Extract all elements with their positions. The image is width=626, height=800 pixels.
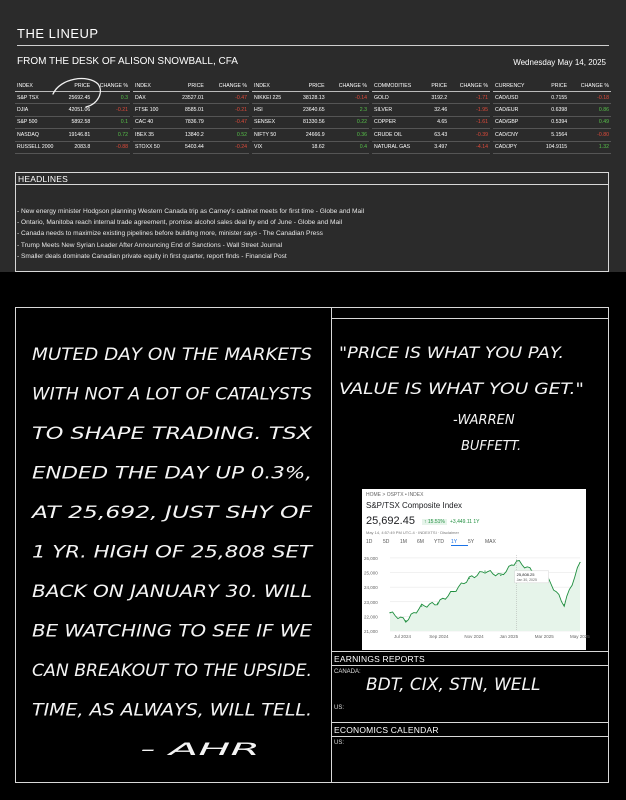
instrument-name: S&P 500: [15, 116, 62, 128]
commentary-line: CAN BREAKOUT TO THE UPSIDE.: [32, 661, 312, 681]
instrument-change: 0.22: [327, 116, 369, 128]
instrument-change: -0.21: [206, 104, 249, 116]
quote-line: "PRICE IS WHAT YOU PAY.: [339, 343, 564, 362]
earnings-canada-tickers: [360, 670, 600, 698]
market-row: [252, 129, 369, 141]
instrument-name: NASDAQ: [15, 129, 62, 141]
instrument-change: 0.49: [569, 116, 611, 128]
range-tab-5d[interactable]: 5D: [383, 539, 390, 545]
y-tick-label: 24,000: [364, 585, 378, 591]
instrument-change: -4.14: [449, 141, 490, 153]
headline-item[interactable]: - Trump Meets New Syrian Leader After Announcing End of Sanctions - Wall Street Journal: [17, 241, 283, 249]
data-point: [437, 603, 438, 604]
instrument-price: 19146.81: [62, 129, 92, 141]
commentary-line: - AHR: [140, 740, 260, 760]
commentary-line: TIME, AS ALWAYS, WILL TELL.: [32, 700, 312, 721]
instrument-name: NATURAL GAS: [372, 141, 424, 153]
handwritten-quote: [333, 322, 607, 472]
market-row: [372, 141, 490, 153]
economics-top-rule: [331, 722, 609, 723]
data-point: [389, 612, 390, 613]
market-table-1: [133, 82, 249, 154]
chart-range-tabs: [366, 539, 502, 546]
economics-us-label: US:: [334, 740, 345, 746]
instrument-change: -0.21: [92, 104, 130, 116]
range-tab-max[interactable]: MAX: [485, 539, 496, 545]
instrument-price: 32.46: [424, 104, 449, 116]
instrument-name: SILVER: [372, 104, 424, 116]
instrument-name: CAD/EUR: [493, 104, 536, 116]
earnings-label: EARNINGS REPORTS: [334, 654, 425, 664]
economics-header-rule: [331, 736, 609, 737]
commentary-line: ENDED THE DAY UP 0.3%,: [32, 463, 312, 484]
chart-meta: May 14, 4:57:49 PM UTC-4 · INDEXTSI · Disclaimer: [366, 530, 459, 535]
headlines-header: [15, 172, 609, 185]
instrument-name: S&P TSX: [15, 92, 62, 104]
earnings-us-label: US:: [334, 705, 345, 711]
instrument-name: HSI: [252, 104, 293, 116]
market-row: [15, 141, 130, 153]
instrument-change: 0.1: [92, 116, 130, 128]
economics-label: ECONOMICS CALENDAR: [334, 725, 439, 735]
instrument-price: 5892.58: [62, 116, 92, 128]
range-tab-1m[interactable]: 1M: [400, 539, 407, 545]
chart-price: 25,692.45: [366, 515, 415, 527]
instrument-change: -0.80: [569, 129, 611, 141]
instrument-name: IBEX 35: [133, 129, 171, 141]
instrument-name: CAD/JPY: [493, 141, 536, 153]
instrument-name: CAC 40: [133, 116, 171, 128]
data-point: [421, 606, 422, 607]
column-header: CURRENCY: [493, 82, 536, 92]
x-tick-label: Sep 2024: [429, 634, 449, 639]
instrument-price: 8585.01: [171, 104, 205, 116]
headline-item[interactable]: - Canada needs to maximize existing pipelines before building more, minister says - The Canadian Press: [17, 230, 323, 238]
instrument-price: 42051.06: [62, 104, 92, 116]
column-header: PRICE: [62, 82, 92, 92]
tooltip-date: Jan 30, 2025: [516, 577, 537, 582]
chart-breadcrumb: HOME > OSPTX • INDEX: [366, 492, 424, 498]
instrument-name: CAD/GBP: [493, 116, 536, 128]
instrument-change: -1.71: [449, 92, 490, 104]
instrument-change: 0.52: [206, 129, 249, 141]
column-header: CHANGE %: [92, 82, 130, 92]
instrument-change: 0.86: [569, 104, 611, 116]
range-tab-ytd[interactable]: YTD: [434, 539, 444, 545]
y-tick-label: 25,000: [364, 570, 378, 576]
data-point: [579, 562, 580, 563]
column-header: PRICE: [171, 82, 205, 92]
commentary-line: BACK ON JANUARY 30. WILL: [32, 582, 312, 602]
page-title: THE LINEUP: [17, 26, 99, 41]
data-point: [564, 604, 565, 605]
market-row: [133, 141, 249, 153]
instrument-name: VIX: [252, 141, 293, 153]
instrument-name: DAX: [133, 92, 171, 104]
column-header: COMMODITIES: [372, 82, 424, 92]
market-table-2: [252, 82, 369, 154]
market-row: [493, 92, 611, 104]
headline-item[interactable]: - Smaller deals dominate Canadian private equity in first quarter, report finds - Financial Post: [17, 252, 287, 260]
market-row: [493, 141, 611, 153]
instrument-name: FTSE 100: [133, 104, 171, 116]
instrument-change: 0.36: [327, 129, 369, 141]
market-row: [133, 104, 249, 116]
market-row: [493, 116, 611, 128]
instrument-change: -0.18: [569, 92, 611, 104]
data-point: [405, 620, 406, 621]
commentary-line: AT 25,692, JUST SHY OF: [30, 503, 313, 523]
column-header: PRICE: [293, 82, 327, 92]
instrument-change: -0.39: [449, 129, 490, 141]
title-divider: [17, 45, 609, 46]
instrument-change: -0.47: [206, 92, 249, 104]
market-row: [372, 92, 490, 104]
instrument-change: -1.95: [449, 104, 490, 116]
instrument-price: 2083.8: [62, 141, 92, 153]
commentary-line: WITH NOT A LOT OF CATALYSTS: [32, 384, 313, 405]
range-tab-6m[interactable]: 6M: [417, 539, 424, 545]
instrument-change: -0.47: [206, 116, 249, 128]
instrument-price: 7836.79: [171, 116, 205, 128]
commentary-line: 1 YR. HIGH OF 25,808 SET: [32, 542, 315, 563]
chart-change-pct: ↑ 15.51%: [424, 519, 445, 525]
quote-author: -WARREN: [453, 413, 515, 428]
instrument-name: NIFTY 50: [252, 129, 293, 141]
y-tick-label: 23,000: [364, 599, 378, 605]
x-tick-label: Nov 2024: [464, 634, 484, 639]
market-row: [15, 116, 130, 128]
earnings-canada-label: CANADA:: [334, 669, 361, 675]
handwritten-commentary: [20, 320, 328, 780]
instrument-change: -1.61: [449, 116, 490, 128]
data-point: [453, 591, 454, 592]
instrument-price: 4.65: [424, 116, 449, 128]
market-table-4: [493, 82, 611, 154]
market-row: [133, 92, 249, 104]
instrument-price: 5403.44: [171, 141, 205, 153]
instrument-change: 0.72: [92, 129, 130, 141]
data-point: [500, 575, 501, 576]
instrument-price: 23527.01: [171, 92, 205, 104]
commentary-line: MUTED DAY ON THE MARKETS: [32, 345, 313, 365]
data-point: [484, 570, 485, 571]
market-row: [133, 116, 249, 128]
instrument-price: 38128.13: [293, 92, 327, 104]
instrument-name: CRUDE OIL: [372, 129, 424, 141]
instrument-price: 0.5394: [536, 116, 569, 128]
right-top-rule: [331, 318, 609, 319]
range-tab-1y[interactable]: 1Y: [451, 539, 468, 546]
market-row: [15, 129, 130, 141]
instrument-name: NIKKEI 225: [252, 92, 293, 104]
market-row: [493, 104, 611, 116]
instrument-name: DJIA: [15, 104, 62, 116]
chart-change-abs: +3,449.11 1Y: [450, 519, 480, 525]
report-date: Wednesday May 14, 2025: [513, 58, 606, 67]
instrument-change: -0.88: [92, 141, 130, 153]
column-divider: [331, 307, 332, 783]
column-header: INDEX: [15, 82, 62, 92]
instrument-price: 63.43: [424, 129, 449, 141]
column-header: PRICE: [536, 82, 569, 92]
instrument-change: 1.32: [569, 141, 611, 153]
instrument-change: 0.4: [327, 141, 369, 153]
column-header: INDEX: [133, 82, 171, 92]
column-header: CHANGE %: [327, 82, 369, 92]
instrument-price: 104.9115: [536, 141, 569, 153]
instrument-price: 0.7155: [536, 92, 569, 104]
headline-item[interactable]: - Ontario, Manitoba reach internal trade agreement, promise alcohol sales deal by end of June - Globe and Mail: [17, 219, 343, 227]
y-tick-label: 26,000: [364, 555, 378, 561]
headline-item[interactable]: - New energy minister Hodgson planning Western Canada trip as Carney's cabinet meets for first time - Globe and Mail: [17, 208, 365, 215]
market-row: [252, 104, 369, 116]
quote-line: VALUE IS WHAT YOU GET.": [339, 379, 584, 398]
column-header: CHANGE %: [569, 82, 611, 92]
market-table-3: [372, 82, 490, 154]
commentary-line: BE WATCHING TO SEE IF WE: [32, 621, 313, 642]
column-header: PRICE: [424, 82, 449, 92]
tsx-line-chart: [362, 549, 590, 649]
range-tab-5y[interactable]: 5Y: [468, 539, 475, 545]
y-tick-label: 21,000: [364, 629, 378, 634]
instrument-price: 18.62: [293, 141, 327, 153]
instrument-change: 2.3: [327, 104, 369, 116]
instrument-price: 24666.9: [293, 129, 327, 141]
data-point: [469, 578, 470, 579]
range-tab-1d[interactable]: 1D: [366, 539, 373, 545]
instrument-price: 81330.56: [293, 116, 327, 128]
tsx-chart-card[interactable]: [362, 489, 590, 650]
author-line: FROM THE DESK OF ALISON SNOWBALL, CFA: [17, 56, 238, 67]
instrument-name: CAD/CNY: [493, 129, 536, 141]
y-tick-label: 22,000: [364, 614, 378, 620]
market-row: [133, 129, 249, 141]
market-row: [252, 141, 369, 153]
hand-circle-annotation: [48, 72, 108, 112]
headlines-label: HEADLINES: [18, 174, 68, 184]
x-tick-label: Jul 2024: [394, 634, 412, 639]
earnings-header-rule: [331, 665, 609, 666]
earnings-canada-tickers-text: BDT, CIX, STN, WELL: [366, 675, 541, 695]
market-row: [372, 129, 490, 141]
instrument-change: -0.14: [327, 92, 369, 104]
x-tick-label: May 2025: [570, 634, 590, 639]
instrument-price: 3.497: [424, 141, 449, 153]
instrument-name: SENSEX: [252, 116, 293, 128]
instrument-name: COPPER: [372, 116, 424, 128]
x-tick-label: Jan 2025: [499, 634, 519, 639]
market-row: [493, 129, 611, 141]
tooltip-value: 25,808.25: [516, 571, 535, 577]
market-row: [372, 104, 490, 116]
market-row: [372, 116, 490, 128]
instrument-change: 0.3: [92, 92, 130, 104]
instrument-change: -0.24: [206, 141, 249, 153]
instrument-price: 25692.45: [62, 92, 92, 104]
instrument-name: RUSSELL 2000: [15, 141, 62, 153]
earnings-top-rule: [331, 651, 609, 652]
column-header: INDEX: [252, 82, 293, 92]
instrument-price: 13840.2: [171, 129, 205, 141]
instrument-name: CAD/USD: [493, 92, 536, 104]
instrument-price: 23640.65: [293, 104, 327, 116]
instrument-name: STOXX 50: [133, 141, 171, 153]
instrument-price: 0.6398: [536, 104, 569, 116]
instrument-price: 5.1564: [536, 129, 569, 141]
column-header: CHANGE %: [206, 82, 249, 92]
market-row: [252, 116, 369, 128]
commentary-line: TO SHAPE TRADING. TSX: [32, 424, 313, 444]
market-row: [252, 92, 369, 104]
quote-author: BUFFETT.: [461, 439, 522, 454]
instrument-price: 3192.2: [424, 92, 449, 104]
instrument-name: GOLD: [372, 92, 424, 104]
column-header: CHANGE %: [449, 82, 490, 92]
chart-title: S&P/TSX Composite Index: [366, 501, 463, 510]
x-tick-label: Mar 2025: [534, 634, 554, 639]
